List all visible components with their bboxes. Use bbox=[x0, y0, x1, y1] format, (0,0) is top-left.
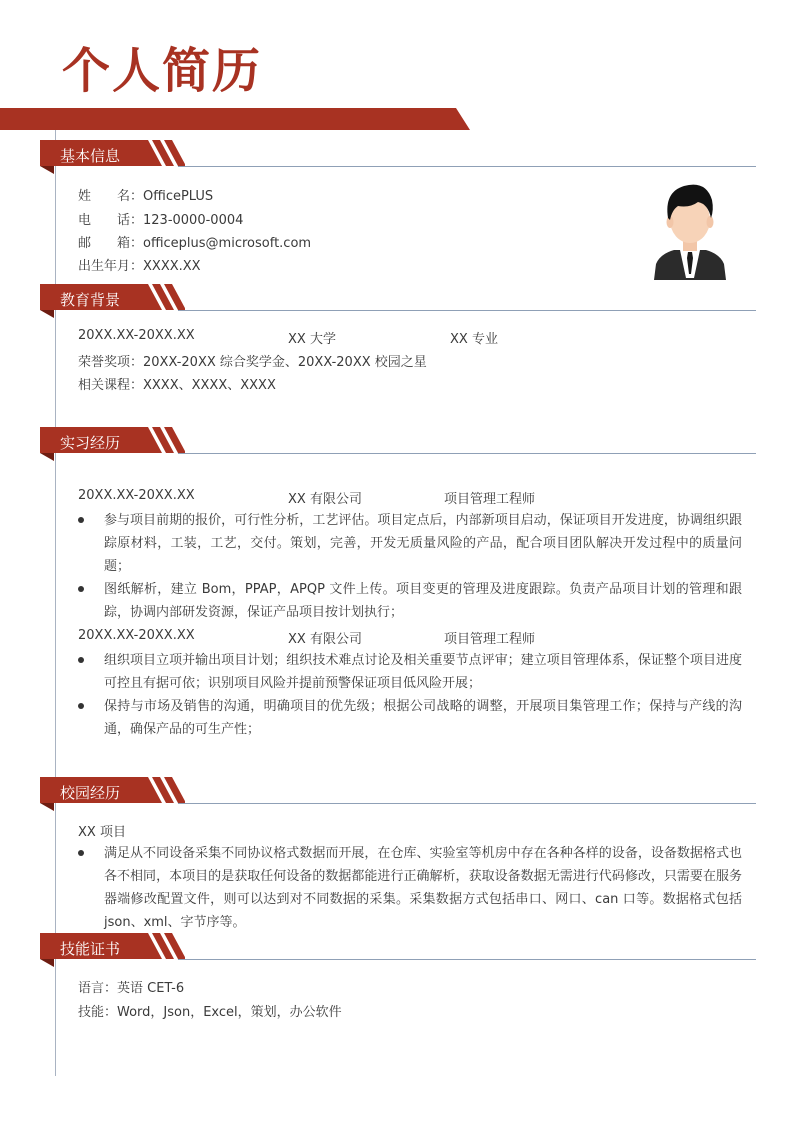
header-banner bbox=[0, 108, 470, 130]
birth-row bbox=[78, 255, 201, 274]
job-bullet bbox=[78, 695, 742, 741]
bullet-dot-icon bbox=[78, 657, 84, 663]
email-value: officeplus@microsoft.com bbox=[143, 236, 312, 251]
email-label: 邮 箱： bbox=[78, 236, 144, 251]
section-divider bbox=[178, 959, 756, 960]
phone-row bbox=[78, 209, 243, 228]
section-campus bbox=[40, 777, 760, 811]
education-period: 20XX.XX-20XX.XX bbox=[78, 328, 195, 343]
job-bullet bbox=[78, 649, 742, 695]
campus-project: XX 项目 bbox=[78, 825, 126, 840]
section-title: 教育背景 bbox=[60, 291, 121, 309]
section-title: 技能证书 bbox=[60, 940, 121, 958]
bullet-dot-icon bbox=[78, 586, 84, 592]
job-period: 20XX.XX-20XX.XX bbox=[78, 488, 195, 503]
section-title: 实习经历 bbox=[60, 434, 121, 452]
page-title: 个人简历 bbox=[62, 43, 263, 99]
section-divider bbox=[178, 310, 756, 311]
section-internship bbox=[40, 427, 760, 461]
section-basic-info bbox=[40, 140, 760, 174]
education-major: XX 专业 bbox=[450, 332, 498, 347]
skills-language: 语言：英语 CET-6 bbox=[78, 981, 185, 996]
campus-bullet bbox=[78, 842, 742, 934]
job-period: 20XX.XX-20XX.XX bbox=[78, 628, 195, 643]
bullet-text: 组织项目立项并输出项目计划；组织技术难点讨论及相关重要节点评审；建立项目管理体系，保证整个项目进度可控且有据可依；识别项目风险并提前预警保证项目低风险开展； bbox=[104, 653, 742, 691]
job-company: XX 有限公司 bbox=[288, 632, 362, 647]
job-company: XX 有限公司 bbox=[288, 492, 362, 507]
email-row bbox=[78, 232, 311, 251]
person-avatar-icon bbox=[650, 178, 730, 280]
section-divider bbox=[178, 453, 756, 454]
job-bullet bbox=[78, 578, 742, 624]
bullet-text: 图纸解析，建立 Bom，PPAP，APQP 文件上传。项目变更的管理及进度跟踪。负责产品项目计划的管理和跟踪，协调内部研发资源，保证产品项目按计划执行； bbox=[104, 582, 742, 620]
name-row bbox=[78, 185, 213, 204]
skills-tools: 技能：Word，Json，Excel，策划，办公软件 bbox=[78, 1005, 342, 1020]
name-label: 姓 名： bbox=[78, 189, 144, 204]
name-value: OfficePLUS bbox=[143, 189, 214, 204]
education-honors: 荣誉奖项：20XX-20XX 综合奖学金、20XX-20XX 校园之星 bbox=[78, 355, 427, 370]
education-school: XX 大学 bbox=[288, 332, 336, 347]
bullet-text: 参与项目前期的报价，可行性分析，工艺评估。项目定点后，内部新项目启动，保证项目开发进度，协调组织跟踪原材料，工装，工艺，交付。策划，完善，开发无质量风险的产品，配合项目团队解决开发过程中的质量问题； bbox=[104, 513, 742, 574]
section-skills bbox=[40, 933, 760, 967]
section-divider bbox=[178, 803, 756, 804]
bullet-text: 满足从不同设备采集不同协议格式数据而开展，在仓库、实验室等机房中存在各种各样的设备，设备数据格式也各不相同，本项目的是获取任何设备的数据都能进行正确解析，获取设备数据无需进行代码修改，只需要在服务器端修改配置文件，则可以达到对不同数据的采集。采集数据方式包括串口、网口、can 口等。数据格式包括 json、xml、字节序等。 bbox=[104, 846, 742, 930]
birth-value: XXXX.XX bbox=[143, 259, 201, 274]
section-title: 校园经历 bbox=[60, 784, 121, 802]
bullet-dot-icon bbox=[78, 850, 84, 856]
bullet-dot-icon bbox=[78, 703, 84, 709]
section-education bbox=[40, 284, 760, 318]
section-title: 基本信息 bbox=[60, 147, 121, 165]
job-role: 项目管理工程师 bbox=[444, 632, 536, 647]
job-role: 项目管理工程师 bbox=[444, 492, 536, 507]
bullet-text: 保持与市场及销售的沟通，明确项目的优先级；根据公司战略的调整，开展项目集管理工作；保持与产线的沟通，确保产品的可生产性； bbox=[104, 699, 742, 737]
education-courses: 相关课程：XXXX、XXXX、XXXX bbox=[78, 378, 276, 393]
section-divider bbox=[178, 166, 756, 167]
phone-value: 123-0000-0004 bbox=[143, 213, 244, 228]
birth-label: 出生年月： bbox=[78, 259, 144, 274]
phone-label: 电 话： bbox=[78, 213, 144, 228]
job-bullet bbox=[78, 509, 742, 578]
bullet-dot-icon bbox=[78, 517, 84, 523]
